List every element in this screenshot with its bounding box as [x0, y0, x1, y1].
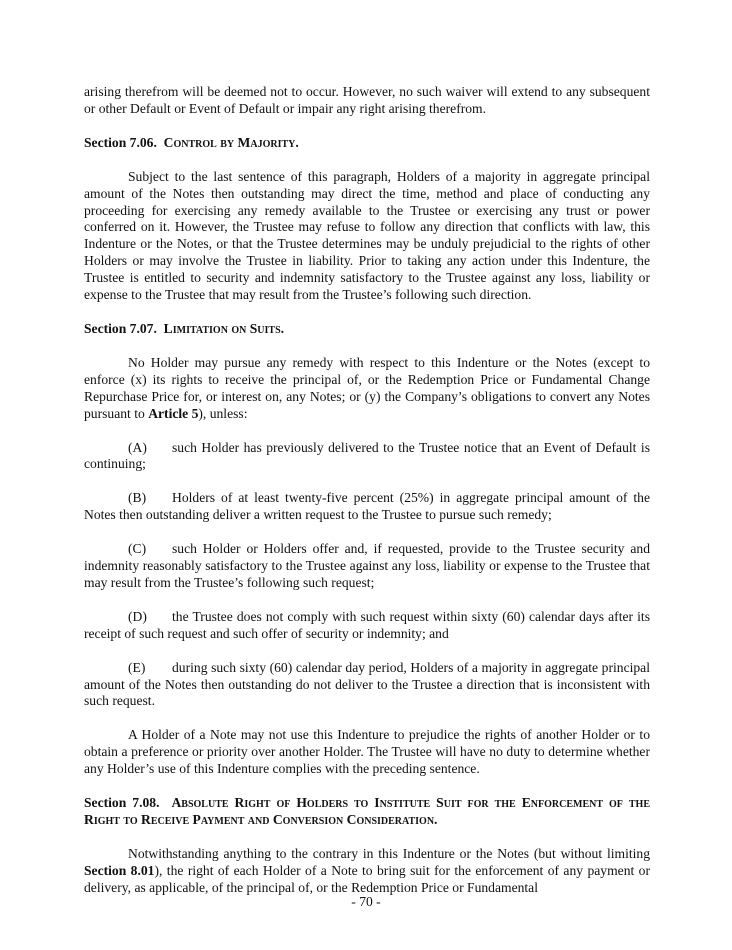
body-text: ), unless:: [198, 405, 248, 421]
list-item-d: [84, 609, 650, 643]
item-text: during such sixty (60) calendar day period, Holders of a majority in aggregate principal amount of the Notes then outstanding do not deliver to the Trustee a direction that is inconsistent with such request.: [84, 659, 650, 709]
body-text: Notwithstanding anything to the contrary in this Indenture or the Notes (but without limiting: [128, 845, 650, 861]
section-707-closing: A Holder of a Note may not use this Indenture to prejudice the rights of another Holder or to obtain a preference or priority over another Holder. The Trustee will have no duty to determine whether any Holder’s use of this Indenture complies with the preceding sentence.: [84, 727, 650, 777]
section-707-heading: [84, 321, 650, 338]
intro-paragraph: arising therefrom will be deemed not to occur. However, no such waiver will extend to any subsequent or other Default or Event of Default or impair any right arising therefrom.: [84, 84, 650, 116]
item-text: the Trustee does not comply with such request within sixty (60) calendar days after its receipt of such request and such offer of security or indemnity; and: [84, 608, 650, 641]
section-title: Limitation on Suits.: [163, 320, 285, 336]
body-text: ), the right of each Holder of a Note to bring suit for the enforcement of any payment or delivery, as applicable, of the principal of, or the Redemption Price or Fundamental: [84, 862, 650, 895]
document-page: [84, 84, 650, 897]
section-707-body: [84, 355, 650, 423]
section-title: Absolute Right of Holders to Institute Suit for the Enforcement of the Right to Receive Payment and Conversion Consideration.: [84, 795, 651, 827]
section-706-body: Subject to the last sentence of this paragraph, Holders of a majority in aggregate principal amount of the Notes then outstanding may direct the time, method and place of conducting any proceeding for exercising any remedy available to the Trustee or exercising any trust or power conferred on it. However, the Trustee may refuse to follow any direction that conflicts with law, this Indenture or the Notes, or that the Trustee determines may be unduly prejudicial to the rights of other Holders or may involve the Trustee in liability. Prior to taking any action under this Indenture, the Trustee is entitled to security and indemnity satisfactory to the Trustee against any loss, liability or expense to the Trustee that may result from the Trustee’s following such direction.: [84, 168, 650, 303]
item-label: (B): [128, 490, 147, 506]
item-text: such Holder has previously delivered to the Trustee notice that an Event of Default is continuing;: [84, 439, 650, 472]
item-text: such Holder or Holders offer and, if requested, provide to the Trustee security and indemnity reasonably satisfactory to the Trustee against any loss, liability or expense to the Trustee that may result from the Trustee’s following such request;: [84, 541, 650, 590]
section-number: Section 7.06.: [84, 134, 157, 150]
list-item-b: [84, 490, 650, 524]
section-title: Control by Majority.: [163, 134, 299, 150]
article-reference: Article 5: [148, 405, 199, 421]
item-label: (D): [128, 608, 147, 624]
item-text: Holders of at least twenty-five percent (25%) in aggregate principal amount of the Notes then outstanding deliver a written request to the Trustee to pursue such remedy;: [84, 490, 650, 523]
list-item-e: [84, 660, 650, 711]
section-number: Section 7.08.: [84, 795, 160, 811]
list-item-c: [84, 541, 650, 592]
section-708-heading: [84, 795, 650, 829]
item-label: (A): [128, 439, 147, 455]
item-label: (E): [128, 659, 146, 675]
section-706-heading: [84, 135, 650, 152]
item-label: (C): [128, 541, 147, 557]
section-number: Section 7.07.: [84, 320, 157, 336]
section-reference: Section 8.01: [84, 862, 155, 878]
body-text: No Holder may pursue any remedy with respect to this Indenture or the Notes (except to enforce (x) its rights to receive the principal of, or the Redemption Price or Fundamental Change Repurchase Price for, or interest on, any Notes; or (y) the Company’s obligations to convert any Notes pursuant to: [84, 354, 650, 421]
list-item-a: [84, 440, 650, 474]
section-708-body: [84, 846, 650, 897]
page-number: - 70 -: [351, 894, 381, 909]
